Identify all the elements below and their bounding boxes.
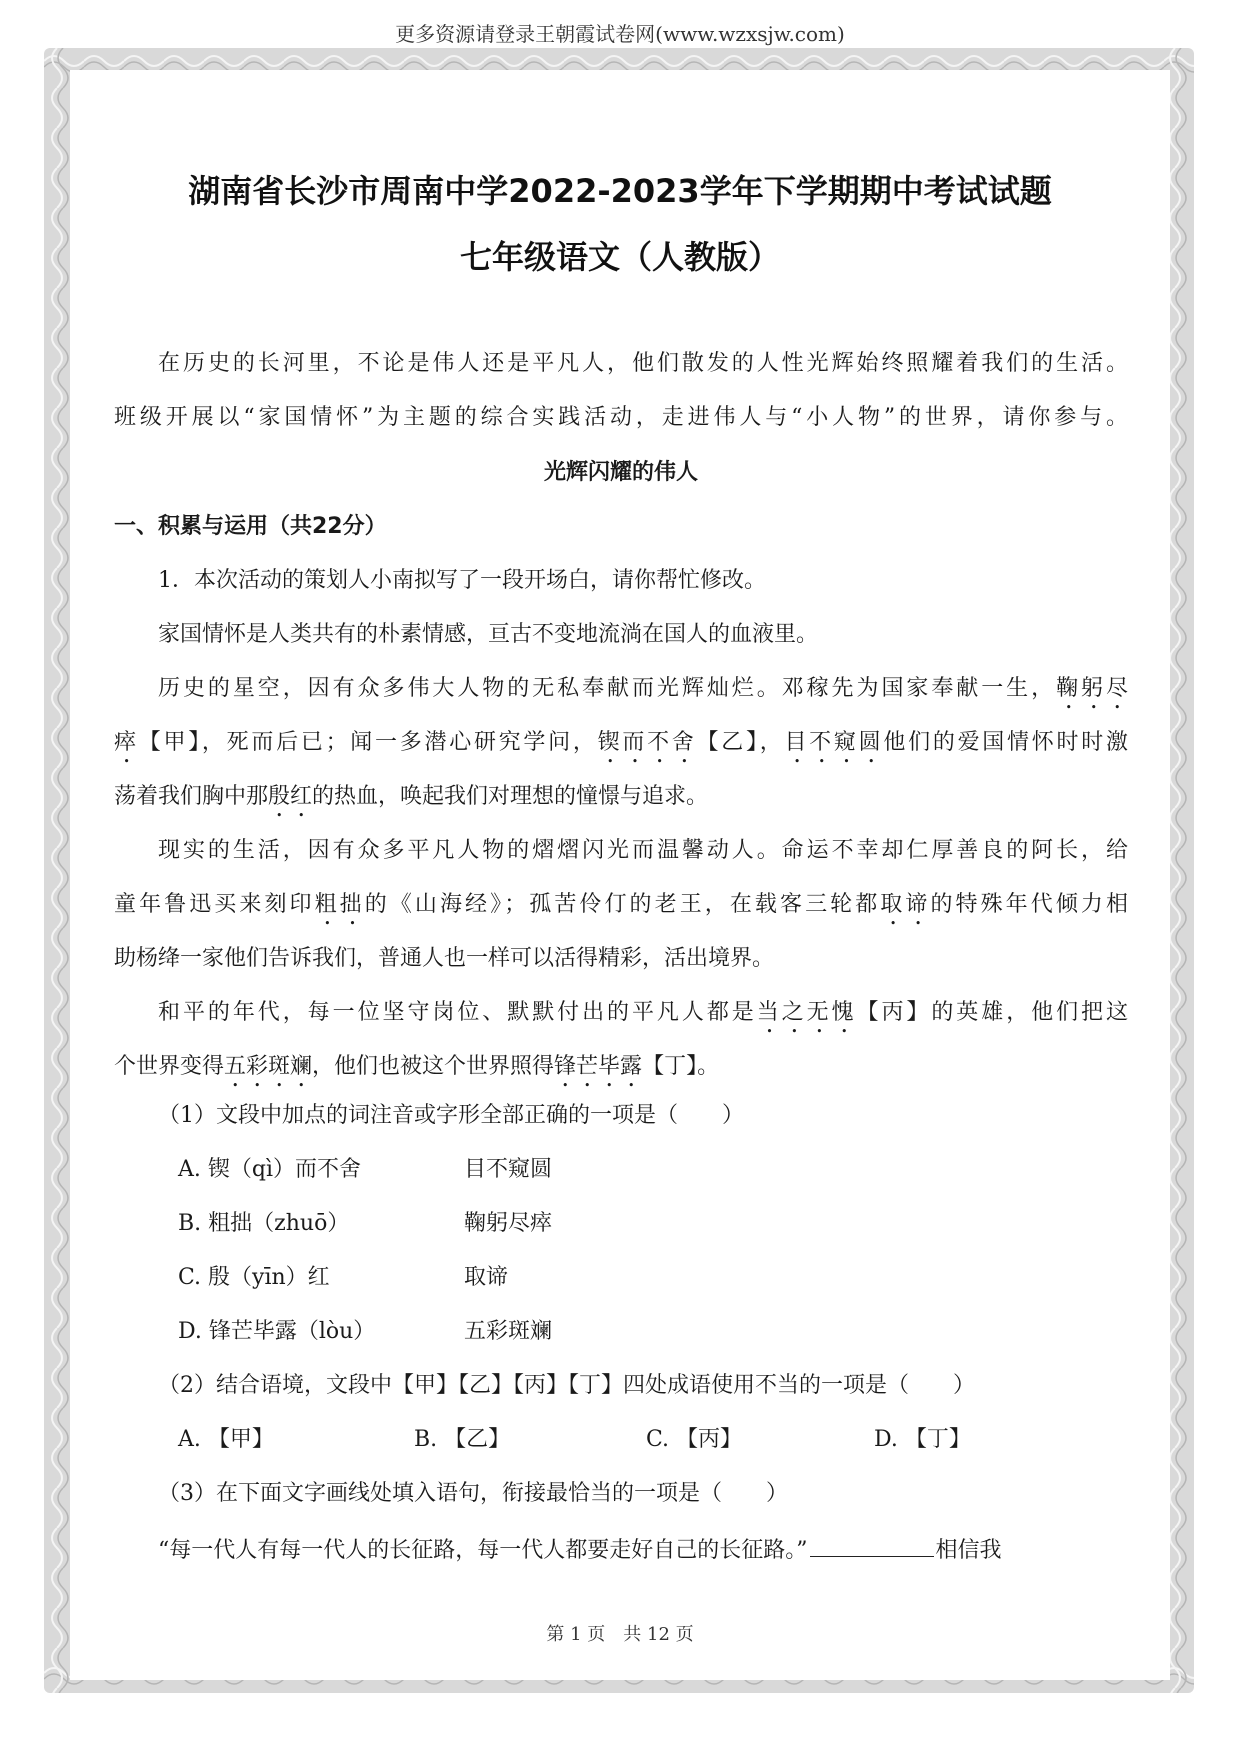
exam-title: 湖南省长沙市周南中学2022-2023学年下学期期中考试试题 <box>188 172 1052 210</box>
sub1-option-d-right: 五彩斑斓 <box>464 1319 553 1344</box>
sub1-option-c-right: 取谛 <box>464 1265 509 1290</box>
exam-subtitle: 七年级语文（人教版） <box>459 238 780 276</box>
emphasis-word: 粗拙 <box>314 892 365 917</box>
q1-para2-line2: 瘁【甲】，死而后已；闻一多潜心研究学问，锲而不舍【乙】，目不窥圆他们的爱国情怀时时激 <box>114 730 1128 755</box>
emphasis-word: 当之无愧 <box>756 1000 857 1025</box>
emphasis-word: 鞠躬尽 <box>1056 676 1128 701</box>
answer-blank[interactable] <box>810 1534 934 1557</box>
sub1-option-b[interactable]: B. 粗拙（zhuō） <box>178 1211 350 1236</box>
emphasis-word: 取谛 <box>880 892 931 917</box>
sub2-stem: （2）结合语境，文段中【甲】【乙】【丙】【丁】四处成语使用不当的一项是（ ） <box>158 1373 975 1398</box>
sub2-option-c[interactable]: C. 【丙】 <box>646 1427 743 1452</box>
sub2-option-b[interactable]: B. 【乙】 <box>414 1427 511 1452</box>
q1-para4-line1: 和平的年代，每一位坚守岗位、默默付出的平凡人都是当之无愧【丙】的英雄，他们把这 <box>158 1000 1128 1025</box>
sub1-option-a[interactable]: A. 锲（qì）而不舍 <box>178 1157 362 1182</box>
q1-para2-line3: 荡着我们胸中那殷红的热血，唤起我们对理想的憧憬与追求。 <box>114 784 709 809</box>
emphasis-word: 锋芒毕露 <box>554 1054 643 1079</box>
emphasis-word: 五彩斑斓 <box>224 1054 313 1079</box>
q1-para3-line1: 现实的生活，因有众多平凡人物的熠熠闪光而温馨动人。命运不幸却仁厚善良的阿长，给 <box>158 838 1128 863</box>
sub2-option-d[interactable]: D. 【丁】 <box>874 1427 971 1452</box>
part-one-heading: 一、积累与运用（共22分） <box>114 514 387 539</box>
q1-para2-line1: 历史的星空，因有众多伟大人物的无私奉献而光辉灿烂。邓稼先为国家奉献一生，鞠躬尽 <box>158 676 1128 701</box>
sub1-option-b-right: 鞠躬尽瘁 <box>464 1211 553 1236</box>
intro-line-2: 班级开展以“家国情怀”为主题的综合实践活动，走进伟人与“小人物”的世界，请你参与。 <box>114 405 1128 430</box>
sub3-quote-line: “每一代人有每一代人的长征路，每一代人都要走好自己的长征路。” 相信我 <box>114 1534 1128 1565</box>
sub1-option-a-right: 目不窥圆 <box>464 1157 553 1182</box>
q1-para4-line2: 个世界变得五彩斑斓，他们也被这个世界照得锋芒毕露【丁】。 <box>114 1054 720 1079</box>
section-heading: 光辉闪耀的伟人 <box>543 460 698 485</box>
sub1-option-d[interactable]: D. 锋芒毕露（lòu） <box>178 1319 376 1344</box>
emphasis-word: 目不窥圆 <box>784 730 884 755</box>
sub1-stem: （1）文段中加点的词注音或字形全部正确的一项是（ ） <box>158 1103 744 1128</box>
q1-para3-line3: 助杨绛一家他们告诉我们，普通人也一样可以活得精彩，活出境界。 <box>114 946 775 971</box>
emphasis-word: 锲而不舍 <box>597 730 697 755</box>
top-banner: 更多资源请登录王朝霞试卷网(www.wzxsjw.com) <box>395 22 845 46</box>
sub2-option-a[interactable]: A. 【甲】 <box>178 1427 274 1452</box>
emphasis-word: 瘁 <box>114 730 139 755</box>
q1-para1: 家国情怀是人类共有的朴素情感，亘古不变地流淌在国人的血液里。 <box>158 622 819 647</box>
sub3-stem: （3）在下面文字画线处填入语句，衔接最恰当的一项是（ ） <box>158 1481 788 1506</box>
emphasis-word: 殷红 <box>268 784 313 809</box>
q1-stem: 1．本次活动的策划人小南拟写了一段开场白，请你帮忙修改。 <box>158 568 766 593</box>
intro-line-1: 在历史的长河里，不论是伟人还是平凡人，他们散发的人性光辉始终照耀着我们的生活。 <box>158 351 1128 376</box>
page-footer: 第 1 页 共 12 页 <box>546 1624 694 1645</box>
sub1-option-c[interactable]: C. 殷（yīn）红 <box>178 1265 330 1290</box>
q1-para3-line2: 童年鲁迅买来刻印粗拙的《山海经》；孤苦伶仃的老王，在载客三轮都取谛的特殊年代倾力相 <box>114 892 1128 917</box>
